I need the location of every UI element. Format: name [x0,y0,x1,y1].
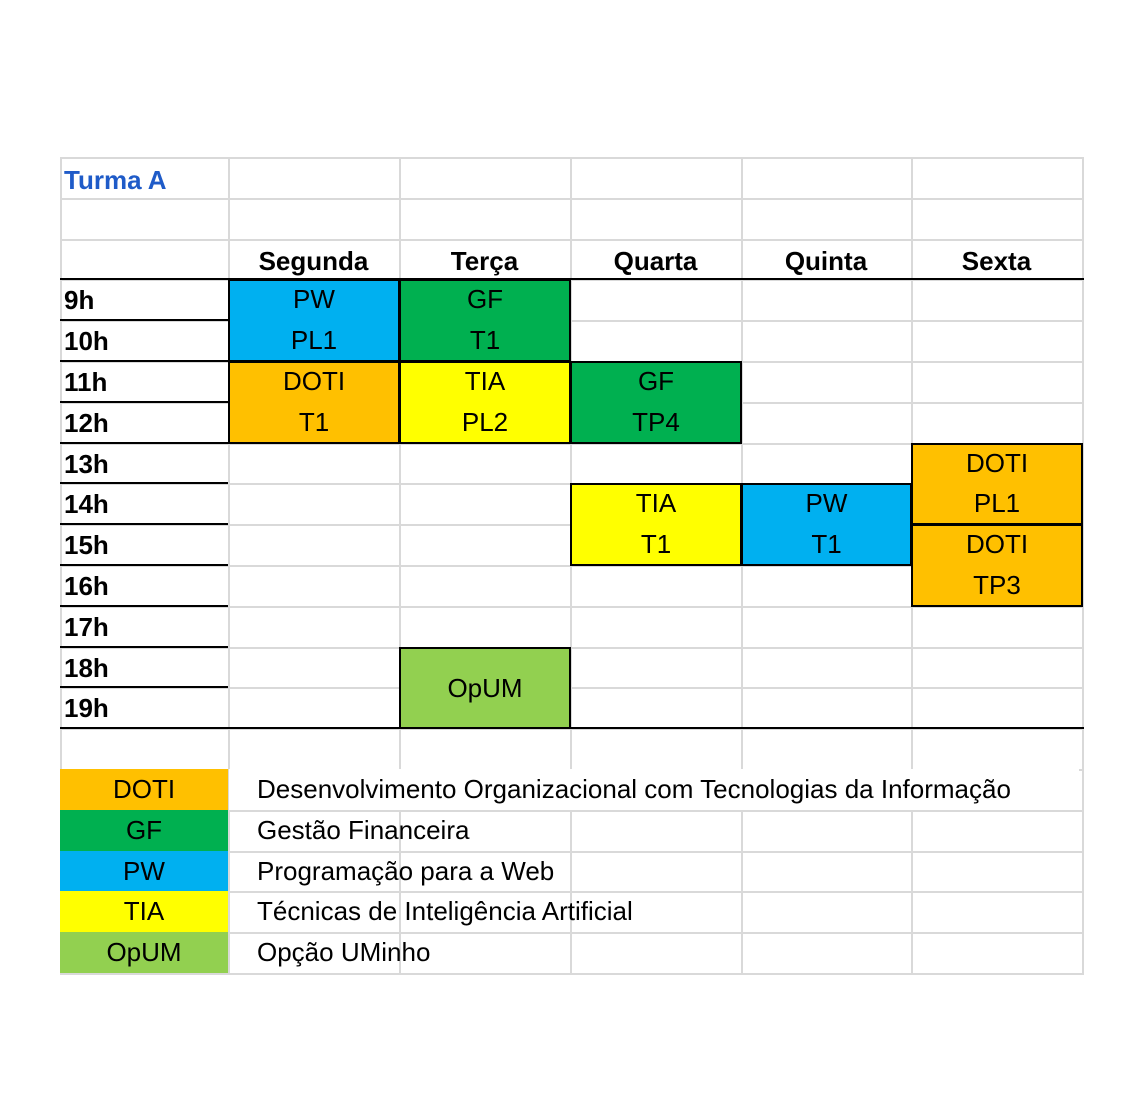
hour-border [60,523,228,525]
legend-spacer [228,851,229,852]
hour-border [60,646,228,648]
hour-border [60,686,228,688]
session-type: T1 [298,407,330,437]
legend-code-gf: GF [60,810,228,851]
legend-code-opum: OpUM [60,932,228,973]
hour-label-9: 18h [64,652,109,683]
session-type: PL1 [973,488,1021,518]
legend-spacer [228,810,229,811]
gridline [60,973,1084,975]
day-header-0: Segunda [258,245,369,276]
hour-border [60,564,228,566]
session-type: T1 [640,529,672,559]
hour-border [60,605,228,607]
day-header-4: Sexta [961,245,1032,276]
hour-label-7: 16h [64,570,109,601]
legend-code-doti: DOTI [60,769,228,810]
hour-label-6: 15h [64,529,109,560]
hour-label-1: 10h [64,325,109,356]
hour-border [60,319,228,321]
session-course: DOTI [282,366,346,396]
gridline [60,157,1084,159]
legend-name: Técnicas de Inteligência Artificial [257,896,633,926]
legend-code-tia: TIA [60,891,228,932]
hour-label-10: 19h [64,692,109,723]
session-course: PW [293,284,335,314]
legend-spacer [228,932,229,933]
session-course: TIA [464,366,506,396]
legend-name: Gestão Financeira [257,815,470,845]
session-type: TP4 [632,407,680,437]
hour-label-5: 14h [64,488,109,519]
day-header-3: Quinta [784,245,868,276]
hour-border [60,360,228,362]
session-type: T1 [811,529,842,559]
legend-code-pw: PW [60,851,228,891]
legend-name: Programação para a Web [257,855,555,886]
day-header-2: Quarta [613,245,698,276]
session-course: DOTI [965,447,1029,478]
legend-spacer [228,891,229,892]
hour-label-4: 13h [64,448,109,479]
gridline [60,198,1084,200]
legend-name: Opção UMinho [257,937,431,967]
hour-border [60,401,228,403]
legend-name: Desenvolvimento Organizacional com Tecnologias da Informação [229,769,1079,810]
session-type: PL1 [290,325,338,355]
hour-border [60,442,228,444]
class-title: Turma A [64,164,167,195]
hour-label-0: 9h [64,284,95,315]
session-course: GF [637,366,675,396]
header-border [60,278,1084,280]
session-course: PW [805,488,848,518]
session-course: DOTI [965,529,1029,559]
hour-label-3: 12h [64,407,109,438]
grid-bottom-border [60,727,1084,729]
hour-border [60,482,228,484]
session-type: TP3 [973,570,1021,600]
session-type: T1 [469,325,501,355]
hour-label-2: 11h [64,366,108,397]
session-course: TIA [635,488,677,518]
session-course: GF [466,284,504,314]
session-course: OpUM [447,672,523,703]
day-header-1: Terça [450,245,519,276]
session-type: PL2 [461,407,509,437]
hour-label-8: 17h [64,611,109,642]
